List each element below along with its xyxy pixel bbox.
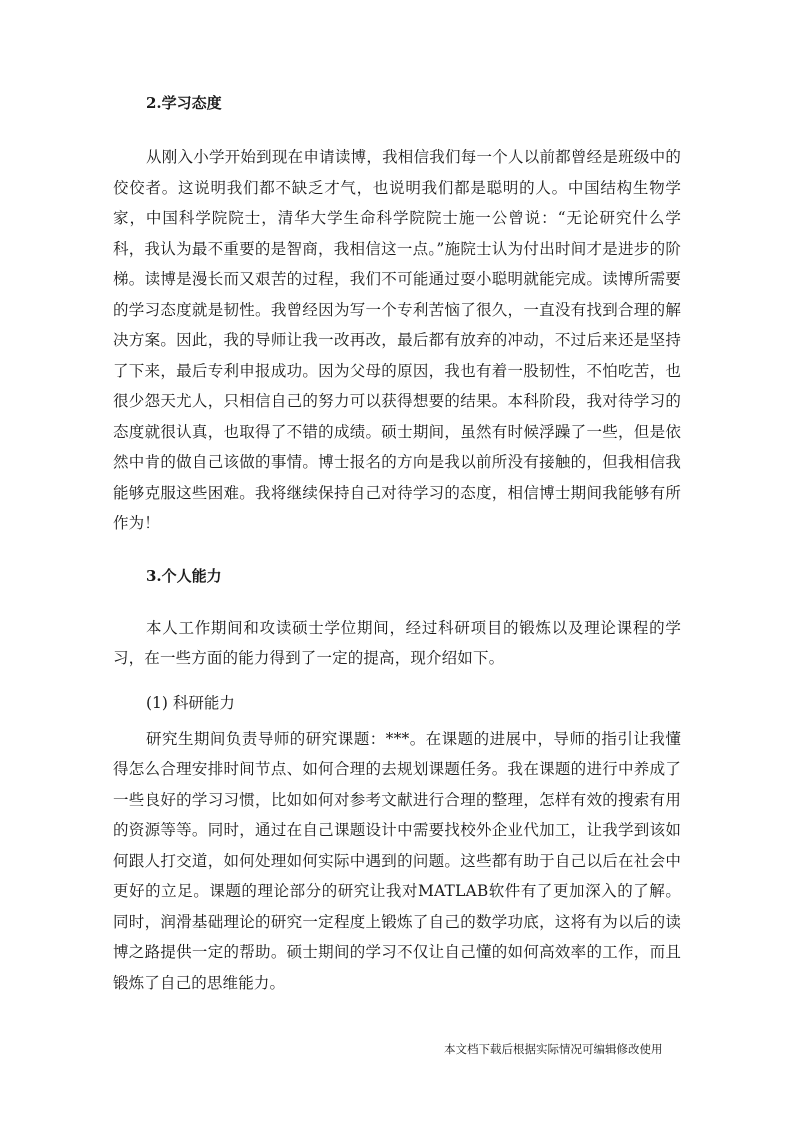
page-footer-note: 本文档下载后根据实际情况可编辑修改使用 (444, 1042, 663, 1056)
section-heading-personal-ability: 3.个人能力 (146, 566, 222, 585)
paragraph-ability-intro: 本人工作期间和攻读硕士学位期间，经过科研项目的锻炼以及理论课程的学习，在一些方面的能力得到了一定的提高，现介绍如下。 (113, 618, 681, 667)
section-heading-learning-attitude: 2.学习态度 (146, 94, 222, 112)
document-body (113, 88, 681, 998)
paragraph-research-ability: 研究生期间负责导师的研究课题：***。在课题的进展中，导师的指引让我懂得怎么合理安排时间节点、如何合理的去规划课题任务。我在课题的进行中养成了一些良好的学习习惯，比如如何对参考文献进行合理的整理，怎样有效的搜索有用的资源等等。同时，通过在自己课题设计中需要找校外企业代加工，让我学到该如何跟人打交道，如何处理如何实际中遇到的问题。这些都有助于自己以后在社会中更好的立足。课题的理论部分的研究让我对MATLAB软件有了更加深入的了解。同时，润滑基础理论的研究一定程度上锻炼了自己的数学功底，这将有为以后的读博之路提供一定的帮助。硕士期间的学习不仅让自己懂的如何高效率的工作，而且锻炼了自己的思维能力。 (113, 729, 681, 992)
paragraph-learning-attitude: 从刚入小学开始到现在申请读博，我相信我们每一个人以前都曾经是班级中的佼佼者。这说明我们都不缺乏才气，也说明我们都是聪明的人。中国结构生物学家，中国科学院院士，清华大学生命科学院院士施一公曾说：“无论研究什么学科，我认为最不重要的是智商，我相信这一点。”施院士认为付出时间才是进步的阶梯。读博是漫长而又艰苦的过程，我们不可能通过耍小聪明就能完成。读博所需要的学习态度就是韧性。我曾经因为写一个专利苦恼了很久，一直没有找到合理的解决方案。因此，我的导师让我一改再改，最后都有放弃的冲动，不过后来还是坚持了下来，最后专利申报成功。因为父母的原因，我也有着一股韧性，不怕吃苦，也很少怨天尤人，只相信自己的努力可以获得想要的结果。本科阶段，我对待学习的态度就很认真，也取得了不错的成绩。硕士期间，虽然有时候浮躁了一些，但是依然中肯的做自己该做的事情。博士报名的方向是我以前所没有接触的，但我相信我能够克服这些困难。我将继续保持自己对待学习的态度，相信博士期间我能够有所作为！ (113, 148, 681, 532)
subheading-research-ability: (1) 科研能力 (146, 693, 235, 712)
